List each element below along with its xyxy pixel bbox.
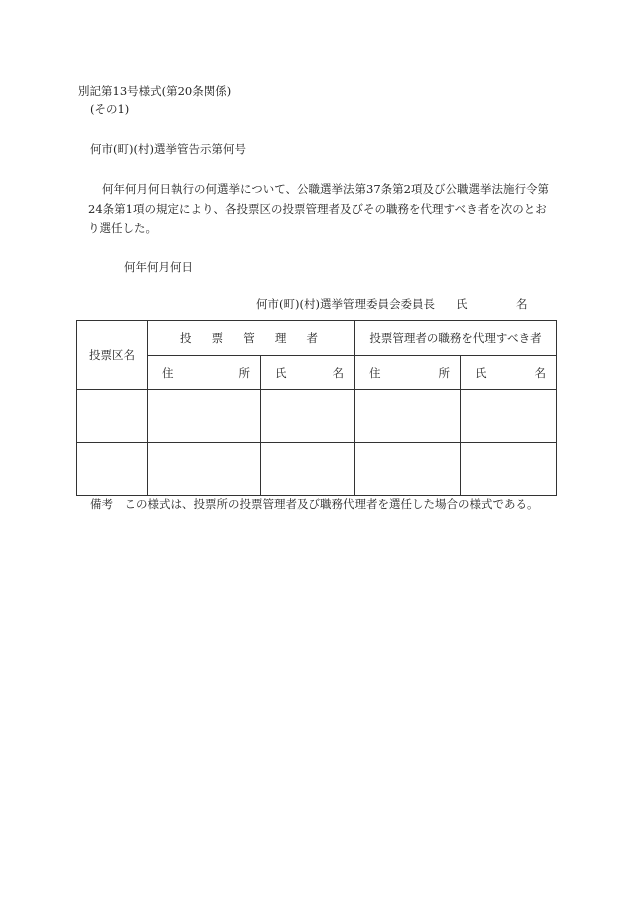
manager-header	[148, 321, 355, 356]
body-line-3: り選任した。	[88, 221, 157, 235]
remark: 備考 この様式は、投票所の投票管理者及び職務代理者を選任した場合の様式である。	[90, 497, 539, 511]
deputy-address-header	[355, 356, 461, 390]
deputy-address-cell	[355, 443, 461, 496]
district-cell	[77, 443, 148, 496]
body-line-2: 24条第1項の規定により、各投票区の投票管理者及びその職務を代理すべき者を次のとお	[88, 202, 547, 216]
deputy-name-header	[461, 356, 557, 390]
district-cell	[77, 390, 148, 443]
name-label-2: 名	[332, 365, 344, 380]
signature-name-last: 名	[516, 297, 528, 311]
manager-header-char: 理	[274, 331, 287, 345]
manager-name-cell	[261, 443, 355, 496]
manager-header-char: 管	[243, 331, 255, 345]
manager-header-char: 者	[306, 331, 318, 345]
deputy-name-cell	[461, 443, 557, 496]
address-label-1: 住	[162, 365, 174, 380]
table-row	[77, 390, 557, 443]
address-label-2: 所	[238, 365, 250, 380]
body-line-1: 何年何月何日執行の何選挙について、公職選挙法第37条第2項及び公職選挙法施行令第	[102, 182, 549, 196]
name-label-1: 氏	[475, 365, 487, 380]
manager-address-cell	[148, 390, 261, 443]
district-header: 投票区名	[77, 321, 148, 390]
form-sub-reference: (その1)	[90, 102, 130, 116]
address-label-1: 住	[369, 365, 381, 380]
deputy-address-cell	[355, 390, 461, 443]
manager-header-char: 投	[180, 331, 192, 345]
deputy-header: 投票管理者の職務を代理すべき者	[355, 321, 557, 356]
address-label-2: 所	[438, 365, 450, 380]
manager-header-char: 票	[211, 331, 224, 345]
appointment-table	[76, 320, 557, 496]
date: 何年何月何日	[124, 260, 193, 274]
signature-title: 何市(町)(村)選挙管理委員会委員長	[256, 297, 435, 311]
manager-address-cell	[148, 443, 261, 496]
name-label-2: 名	[534, 365, 546, 380]
manager-name-header	[261, 356, 355, 390]
deputy-name-cell	[461, 390, 557, 443]
manager-name-cell	[261, 390, 355, 443]
table-row	[77, 443, 557, 496]
manager-address-header	[148, 356, 261, 390]
signature-name-first: 氏	[456, 297, 468, 311]
form-reference: 別記第13号様式(第20条関係)	[78, 84, 232, 98]
notice-title: 何市(町)(村)選挙管告示第何号	[90, 142, 246, 156]
name-label-1: 氏	[275, 365, 287, 380]
